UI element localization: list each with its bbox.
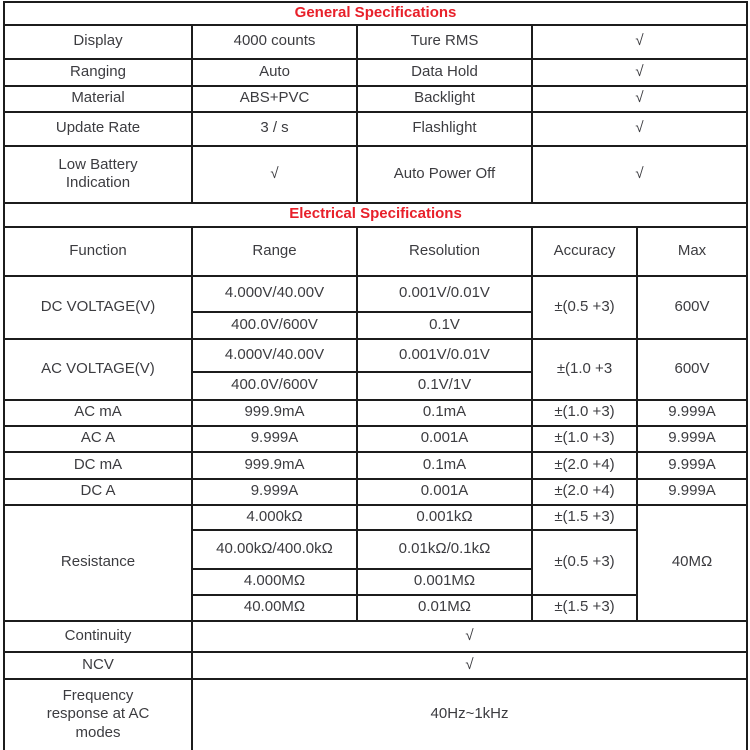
cell-dc-a-resolution: 0.001A [357,479,532,505]
cell-resistance-resolution-2: 0.01kΩ/0.1kΩ [357,530,532,569]
cell-frequency-response-label [4,679,192,750]
cell-dc-voltage-range-1: 4.000V/40.00V [192,276,357,312]
cell-ranging-value: Auto [192,59,357,86]
cell-ac-voltage-range-1: 4.000V/40.00V [192,339,357,372]
cell-data-hold-check: √ [532,59,747,86]
cell-resistance-accuracy-2: ±(0.5 +3) [532,530,637,595]
cell-dc-ma-accuracy: ±(2.0 +4) [532,452,637,479]
cell-resistance-range-4: 40.00MΩ [192,595,357,621]
cell-true-rms-label: Ture RMS [357,25,532,59]
cell-ac-ma-function: AC mA [4,400,192,426]
cell-low-battery-label [4,146,192,203]
dc-voltage-row-1 [4,276,747,312]
cell-dc-a-function: DC A [4,479,192,505]
cell-dc-voltage-range-2: 400.0V/600V [192,312,357,339]
low-battery-line-2: Indication [65,174,131,192]
cell-ac-a-range: 9.999A [192,426,357,452]
cell-dc-voltage-resolution-2: 0.1V [357,312,532,339]
cell-dc-a-range: 9.999A [192,479,357,505]
header-range: Range [192,227,357,276]
cell-dc-voltage-max: 600V [637,276,747,339]
frequency-response-row [4,679,747,750]
cell-ac-a-accuracy: ±(1.0 +3) [532,426,637,452]
low-battery-line-1: Low Battery [58,155,138,173]
cell-frequency-response-value: 40Hz~1kHz [192,679,747,750]
cell-backlight-label: Backlight [357,86,532,112]
cell-ac-ma-range: 999.9mA [192,400,357,426]
frequency-line-3: modes [75,724,121,742]
header-resolution: Resolution [357,227,532,276]
cell-low-battery-check: √ [192,146,357,203]
cell-ac-a-function: AC A [4,426,192,452]
cell-dc-voltage-accuracy: ±(0.5 +3) [532,276,637,339]
cell-flashlight-label: Flashlight [357,112,532,146]
cell-resistance-range-1: 4.000kΩ [192,505,357,530]
cell-ac-ma-resolution: 0.1mA [357,400,532,426]
ac-voltage-row-1 [4,339,747,372]
cell-dc-voltage-function: DC VOLTAGE(V) [4,276,192,339]
cell-resistance-accuracy-4: ±(1.5 +3) [532,595,637,621]
cell-resistance-range-3: 4.000MΩ [192,569,357,595]
header-accuracy: Accuracy [532,227,637,276]
ac-ma-row [4,400,747,426]
cell-dc-ma-range: 999.9mA [192,452,357,479]
cell-resistance-accuracy-1: ±(1.5 +3) [532,505,637,530]
cell-dc-voltage-resolution-1: 0.001V/0.01V [357,276,532,312]
cell-resistance-max: 40MΩ [637,505,747,621]
frequency-line-2: response at AC [46,705,150,723]
cell-dc-a-accuracy: ±(2.0 +4) [532,479,637,505]
spec-table [3,1,748,750]
frequency-line-1: Frequency [62,686,134,704]
cell-resistance-function: Resistance [4,505,192,621]
cell-auto-power-off-check: √ [532,146,747,203]
header-max: Max [637,227,747,276]
cell-ranging-label: Ranging [4,59,192,86]
cell-dc-a-max: 9.999A [637,479,747,505]
cell-ac-voltage-accuracy: ±(1.0 +3 [532,339,637,400]
cell-backlight-check: √ [532,86,747,112]
cell-display-value: 4000 counts [192,25,357,59]
header-function: Function [4,227,192,276]
cell-auto-power-off-label: Auto Power Off [357,146,532,203]
dc-ma-row [4,452,747,479]
electrical-specifications-title: Electrical Specifications [4,203,747,227]
cell-flashlight-check: √ [532,112,747,146]
continuity-row [4,621,747,652]
cell-continuity-label: Continuity [4,621,192,652]
general-row-ranging [4,59,747,86]
cell-resistance-resolution-4: 0.01MΩ [357,595,532,621]
cell-ac-voltage-resolution-1: 0.001V/0.01V [357,339,532,372]
ncv-row [4,652,747,679]
cell-material-value: ABS+PVC [192,86,357,112]
cell-dc-ma-max: 9.999A [637,452,747,479]
cell-dc-ma-resolution: 0.1mA [357,452,532,479]
cell-data-hold-label: Data Hold [357,59,532,86]
cell-dc-ma-function: DC mA [4,452,192,479]
cell-ac-ma-max: 9.999A [637,400,747,426]
cell-true-rms-check: √ [532,25,747,59]
cell-ac-voltage-range-2: 400.0V/600V [192,372,357,400]
cell-ac-a-max: 9.999A [637,426,747,452]
cell-ncv-label: NCV [4,652,192,679]
cell-material-label: Material [4,86,192,112]
general-specifications-title: General Specifications [4,2,747,25]
cell-update-rate-label: Update Rate [4,112,192,146]
cell-ac-voltage-resolution-2: 0.1V/1V [357,372,532,400]
cell-ac-voltage-max: 600V [637,339,747,400]
dc-a-row [4,479,747,505]
general-row-display [4,25,747,59]
general-row-update-rate [4,112,747,146]
cell-ac-a-resolution: 0.001A [357,426,532,452]
resistance-row-1 [4,505,747,530]
cell-display-label: Display [4,25,192,59]
cell-ac-voltage-function: AC VOLTAGE(V) [4,339,192,400]
general-row-low-battery [4,146,747,203]
cell-ac-ma-accuracy: ±(1.0 +3) [532,400,637,426]
cell-resistance-range-2: 40.00kΩ/400.0kΩ [192,530,357,569]
cell-resistance-resolution-3: 0.001MΩ [357,569,532,595]
cell-update-rate-value: 3 / s [192,112,357,146]
general-row-material [4,86,747,112]
cell-continuity-check: √ [192,621,747,652]
electrical-header-row [4,227,747,276]
cell-resistance-resolution-1: 0.001kΩ [357,505,532,530]
ac-a-row [4,426,747,452]
cell-ncv-check: √ [192,652,747,679]
